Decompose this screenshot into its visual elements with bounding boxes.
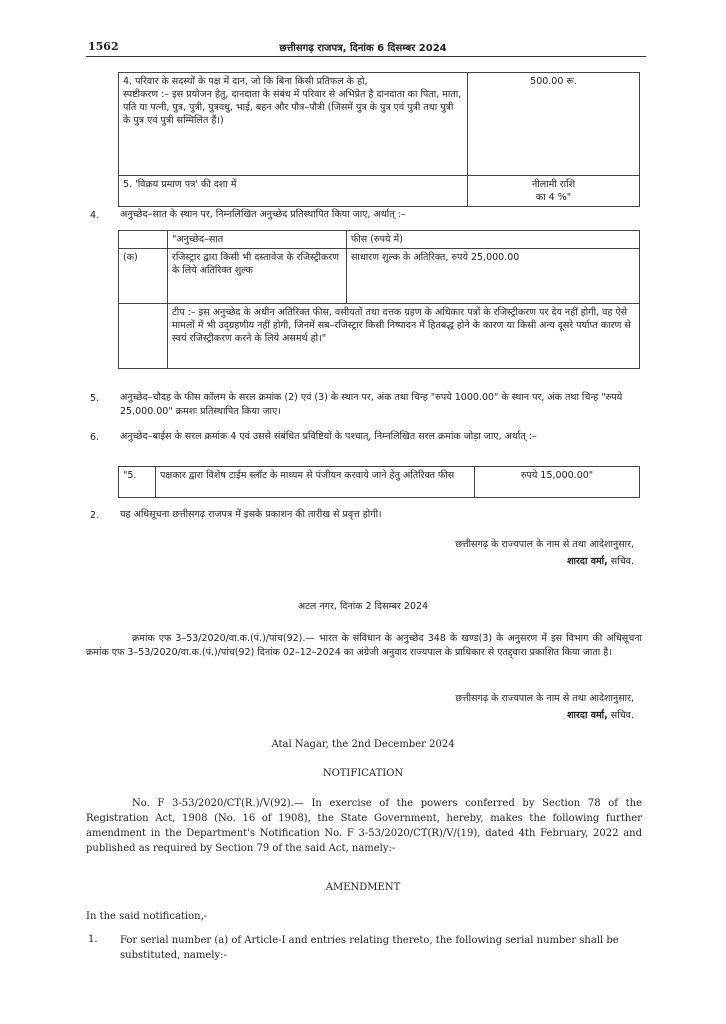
english-date: Atal Nagar, the 2nd December 2024 xyxy=(271,739,455,750)
fee-table-family-gift xyxy=(118,72,640,207)
signature-authority-line: छत्तीसगढ़ के राज्यपाल के नाम से तथा आदेशानुसार, xyxy=(455,539,634,550)
paragraph-number: 5. xyxy=(90,393,100,404)
table-cell-fee xyxy=(468,176,640,207)
item-number: 1. xyxy=(88,934,98,945)
paragraph-text: अनुच्छेद–बाईस के सरल क्रमांक 4 एवं उससे संबंधित प्रविष्टियों के पश्चात्, निम्नलिखित सरल क्रमांक जोड़ा जाए, अर्थात् :– xyxy=(120,431,537,442)
table-row xyxy=(119,249,640,304)
table-header-article: "अनुच्छेद–सात xyxy=(168,231,347,249)
table-cell-fee: रुपये 15,000.00" xyxy=(475,467,640,498)
table-cell-description xyxy=(119,73,468,176)
table-cell-fee: 500.00 रू. xyxy=(468,73,640,176)
signatory-name: शारदा वर्मा, xyxy=(567,710,608,721)
table-header-fee: फीस (रुपये में) xyxy=(347,231,640,249)
amendment-heading: AMENDMENT xyxy=(325,882,401,893)
paragraph-number: 6. xyxy=(90,432,100,443)
table-row xyxy=(119,73,640,176)
page-number: 1562 xyxy=(88,40,119,53)
signatory-post: सचिव. xyxy=(607,710,634,721)
fee-line-2: का 4 %" xyxy=(535,192,572,203)
row-description-explanation: स्पष्टीकरण :– इस प्रयोजन हेतु, दानदाता के संबंध में परिवार से अभिप्रेत है दानदाता का पिता, माता, पति या पत्नी, पुत्र, पुत्री, पुत्रवधु, भाई, बहन और पौत्र–पौत्री (जिसमें पुत्र के पुत्र एवं पुत्री तथा पुत्री के पुत्र एवं पुत्री सम्मिलित हैं।) xyxy=(123,89,462,126)
amendment-intro: In the said notification,- xyxy=(86,911,208,922)
table-header-row xyxy=(119,231,640,249)
notice-date: अटल नगर, दिनांक 2 दिसम्बर 2024 xyxy=(297,601,429,612)
table-cell-fee: साधारण शुल्क के अतिरिक्त, रुपये 25,000.00 xyxy=(347,249,640,304)
table-note: टीप :– इस अनुच्छेद के अधीन अतिरिक्त फीस, वसीयतों तथा दत्तक ग्रहण के अधिकार पत्रों के रजिस्ट्रीकरण पर देय नहीं होगी, वह ऐसे मामलों में भी उद्ग्रहणीय नहीं होगी, जिनमें सब–रजिस्ट्रार किसी निष्पादन में हितबद्ध होने के कारण या किसी अन्य दूसरे पर्याप्त कारण से स्वयं रजिस्ट्रीकरण करने के लिये असमर्थ हो।" xyxy=(168,304,640,369)
fee-line-1: नीलामी राशि xyxy=(531,179,576,190)
signatory-name: शारदा वर्मा, xyxy=(567,556,608,567)
signature-block xyxy=(300,555,634,569)
gazette-header-title: छत्तीसगढ़ राजपत्र, दिनांक 6 दिसम्बर 2024 xyxy=(279,43,447,54)
table-row xyxy=(119,304,640,369)
signature-authority-line: छत्तीसगढ़ के राज्यपाल के नाम से तथा आदेशानुसार, xyxy=(455,693,634,704)
table-cell-serial: "5. xyxy=(119,467,156,498)
paragraph-number: 4. xyxy=(90,210,100,221)
item-text: For serial number (a) of Article-I and entries relating thereto, the following serial number shall be substituted, namely:- xyxy=(120,935,619,961)
table-cell-empty xyxy=(119,231,168,249)
header-rule xyxy=(86,56,646,57)
table-cell-description: पक्षकार द्वारा विशेष टाईम स्लॉट के माध्यम से पंजीयन करवाये जाने हेतु अतिरिक्त फीस xyxy=(156,467,475,498)
table-row xyxy=(119,176,640,207)
notice-text: क्रमांक एफ 3–53/2020/वा.क.(पं.)/पांच(92).— भारत के संविधान के अनुच्छेद 348 के खण्ड(3) के अनुसरण में इस विभाग की अधिसूचना क्रमांक एफ 3–53/2020/वा.क.(पं.)/पांच(92) दिनांक 02–12–2024 का अंग्रेजी अनुवाद राज्यपाल के प्राधिकार से एतद्द्वारा प्रकाशित किया जाता है। xyxy=(86,633,642,658)
paragraph-text: अनुच्छेद–चौदह के फीस कॉलम के सरल क्रमांक (2) एवं (3) के स्थान पर, अंक तथा चिन्ह "रुपये 1000.00" के स्थान पर, अंक तथा चिन्ह "रुपये 25,000.00" क्रमशः प्रतिस्थापित किया जाए। xyxy=(120,392,623,417)
signature-block xyxy=(300,709,634,723)
table-cell-description: 5. 'विक्रय प्रमाण पत्र' की दशा में xyxy=(119,176,468,207)
article-seven-table xyxy=(118,230,640,369)
signatory-post: सचिव. xyxy=(607,556,634,567)
article-twenty-two-table xyxy=(118,466,640,498)
table-cell-empty xyxy=(119,304,168,369)
english-notification-text: No. F 3-53/2020/CT(R.)/V(92).— In exercise of the powers conferred by Section 78 of the Registration Act, 1908 (No. 16 of 1908), the State Government, hereby, makes the following further amendment in the Department's Notification No. F 3-53/2020/CT(R)/V/(19), dated 4th February, 2022 and published as required by Section 79 of the said Act, namely:- xyxy=(86,798,642,854)
table-row xyxy=(119,467,640,498)
paragraph-text: अनुच्छेद–सात के स्थान पर, निम्नलिखित अनुच्छेद प्रतिस्थापित किया जाए, अर्थात् :– xyxy=(120,209,406,220)
english-heading: NOTIFICATION xyxy=(322,768,404,779)
paragraph-number: 2. xyxy=(90,510,100,521)
paragraph-text: यह अधिसूचना छत्तीसगढ़ राजपत्र में इसके प्रकाशन की तारीख से प्रवृत्त होगी। xyxy=(120,509,382,520)
row-description-heading: 4. परिवार के सदस्यों के पक्ष में दान, जो कि बिना किसी प्रतिफल के हो, xyxy=(123,76,368,87)
table-cell-label: (क) xyxy=(119,249,168,304)
table-cell-description: रजिस्ट्रार द्वारा किसी भी दस्तावेज के रजिस्ट्रीकरण के लिये अतिरिक्त शुल्क xyxy=(168,249,347,304)
